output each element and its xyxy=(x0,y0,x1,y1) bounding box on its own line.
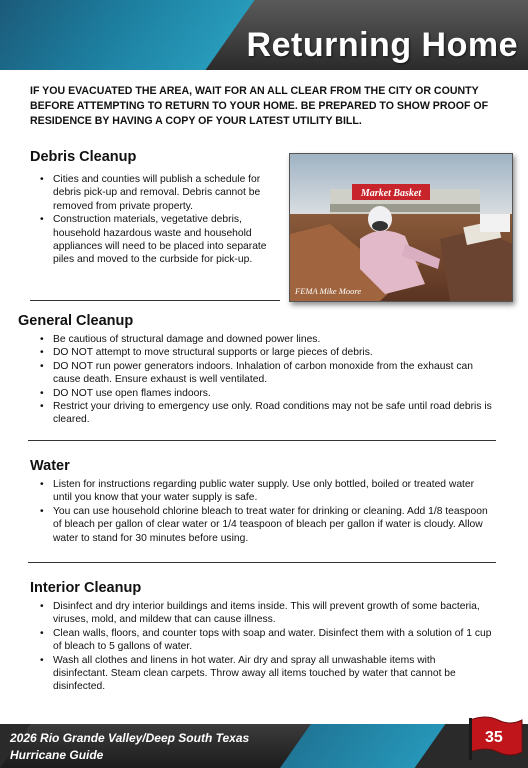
debris-cleanup-heading: Debris Cleanup xyxy=(30,149,137,165)
interior-cleanup-heading: Interior Cleanup xyxy=(30,580,142,596)
general-cleanup-heading: General Cleanup xyxy=(18,313,134,329)
list-item: • DO NOT attempt to move structural supports or large pieces of debris. xyxy=(38,346,493,359)
store-sign-text: Market Basket xyxy=(360,188,422,199)
divider xyxy=(28,562,496,563)
general-cleanup-list xyxy=(38,333,493,427)
divider xyxy=(28,440,496,441)
list-item: • DO NOT run power generators indoors. Inhalation of carbon monoxide from the exhaust can cause death. Ensure exhaust is well ventilated. xyxy=(38,360,493,387)
water-list xyxy=(38,478,493,545)
debris-cleanup-list xyxy=(38,173,274,267)
debris-photo xyxy=(289,153,513,302)
list-item: • Restrict your driving to emergency use only. Road conditions may not be safe until road debris is cleared. xyxy=(38,400,493,427)
list-item: • DO NOT use open flames indoors. xyxy=(38,387,493,400)
page-footer xyxy=(0,724,528,768)
list-item: • Be cautious of structural damage and downed power lines. xyxy=(38,333,493,346)
list-item: • Cities and counties will publish a schedule for debris pick-up and removal. Debris cannot be removed from private property. xyxy=(38,173,274,213)
photo-credit: FEMA Mike Moore xyxy=(295,286,362,296)
list-item: • You can use household chlorine bleach to treat water for drinking or cleaning. Add 1/8 teaspoon of bleach per gallon of clear water or 1/4 teaspoon of bleach per gallon if water is cloudy. Allow water to stand for 30 minutes before using. xyxy=(38,505,493,545)
interior-cleanup-list xyxy=(38,600,493,694)
page-title: Returning Home xyxy=(246,26,518,64)
list-item: • Wash all clothes and linens in hot water. Air dry and spray all unwashable items with disinfectant. Steam clean carpets. Throw away all items touched by water that cannot be disinfected. xyxy=(38,654,493,694)
page-number: 35 xyxy=(485,729,503,746)
list-item: • Construction materials, vegetative debris, household hazardous waste and household appliances will need to be placed into separate piles and moved to the curbside for pick-up. xyxy=(38,213,274,267)
water-heading: Water xyxy=(30,458,70,474)
debris-photo-image xyxy=(290,154,512,301)
list-item: • Disinfect and dry interior buildings and items inside. This will prevent growth of some bacteria, viruses, mold, and mildew that can cause illness. xyxy=(38,600,493,627)
footer-guide-title: 2026 Rio Grande Valley/Deep South Texas xyxy=(10,731,250,745)
divider xyxy=(30,300,280,301)
intro-notice: IF YOU EVACUATED THE AREA, WAIT FOR AN ALL CLEAR FROM THE CITY OR COUNTY BEFORE ATTEMPTING TO RETURN TO YOUR HOME. BE PREPARED TO SHOW PROOF OF RESIDENCE BY HAVING A COPY OF YOUR LATEST UTILITY BILL. xyxy=(30,85,489,127)
page-header xyxy=(0,0,528,70)
list-item: • Listen for instructions regarding public water supply. Use only bottled, boiled or treated water until you know that your water supply is safe. xyxy=(38,478,493,505)
list-item: • Clean walls, floors, and counter tops with soap and water. Disinfect them with a solution of 1 cup of bleach to 5 gallons of water. xyxy=(38,627,493,654)
footer-guide-subtitle: Hurricane Guide xyxy=(10,748,104,762)
